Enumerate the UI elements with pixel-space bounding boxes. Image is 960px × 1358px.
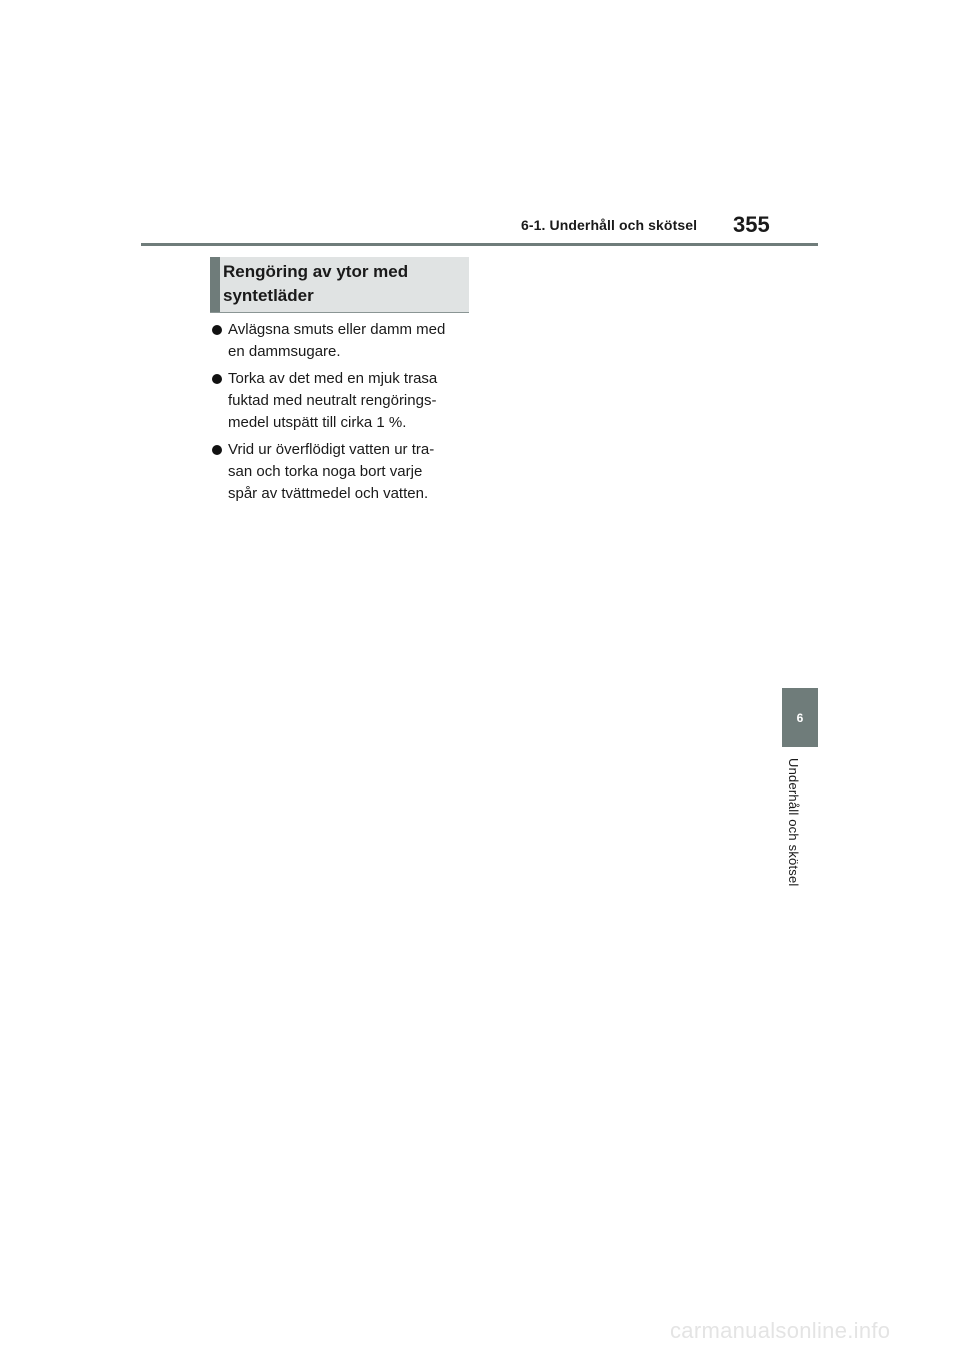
chapter-number: 6	[796, 710, 804, 725]
page-number: 355	[733, 212, 770, 237]
list-item-line: Vrid ur överflödigt vatten ur tra-	[228, 441, 435, 458]
bullet-icon	[212, 445, 222, 455]
list-item	[211, 439, 469, 505]
section-heading	[223, 260, 463, 308]
list-item-line: spår av tvättmedel och vatten.	[228, 485, 429, 502]
section-heading-line-1: Rengöring av ytor med	[223, 262, 409, 281]
list-item	[211, 319, 469, 363]
list-item	[211, 368, 469, 434]
list-item-line: medel utspätt till cirka 1 %.	[228, 414, 407, 431]
chapter-section-title: 6-1. Underhåll och skötsel	[521, 217, 698, 233]
bullet-icon	[212, 374, 222, 384]
header-divider	[141, 243, 818, 246]
watermark: carmanualsonline.info	[670, 1318, 891, 1343]
list-item-line: san och torka noga bort varje	[228, 463, 423, 480]
list-item-line: Torka av det med en mjuk trasa	[228, 370, 438, 387]
bullet-icon	[212, 325, 222, 335]
section-heading-accent-bar	[210, 257, 220, 312]
section-heading-box	[210, 257, 469, 313]
chapter-side-label: Underhåll och skötsel	[786, 758, 801, 887]
section-heading-line-2: syntetläder	[223, 286, 314, 305]
list-item-line: en dammsugare.	[228, 343, 341, 360]
chapter-tab	[782, 688, 818, 747]
list-item-line: fuktad med neutralt rengörings-	[228, 392, 437, 409]
list-item-line: Avlägsna smuts eller damm med	[228, 321, 446, 338]
instruction-list	[211, 319, 469, 510]
